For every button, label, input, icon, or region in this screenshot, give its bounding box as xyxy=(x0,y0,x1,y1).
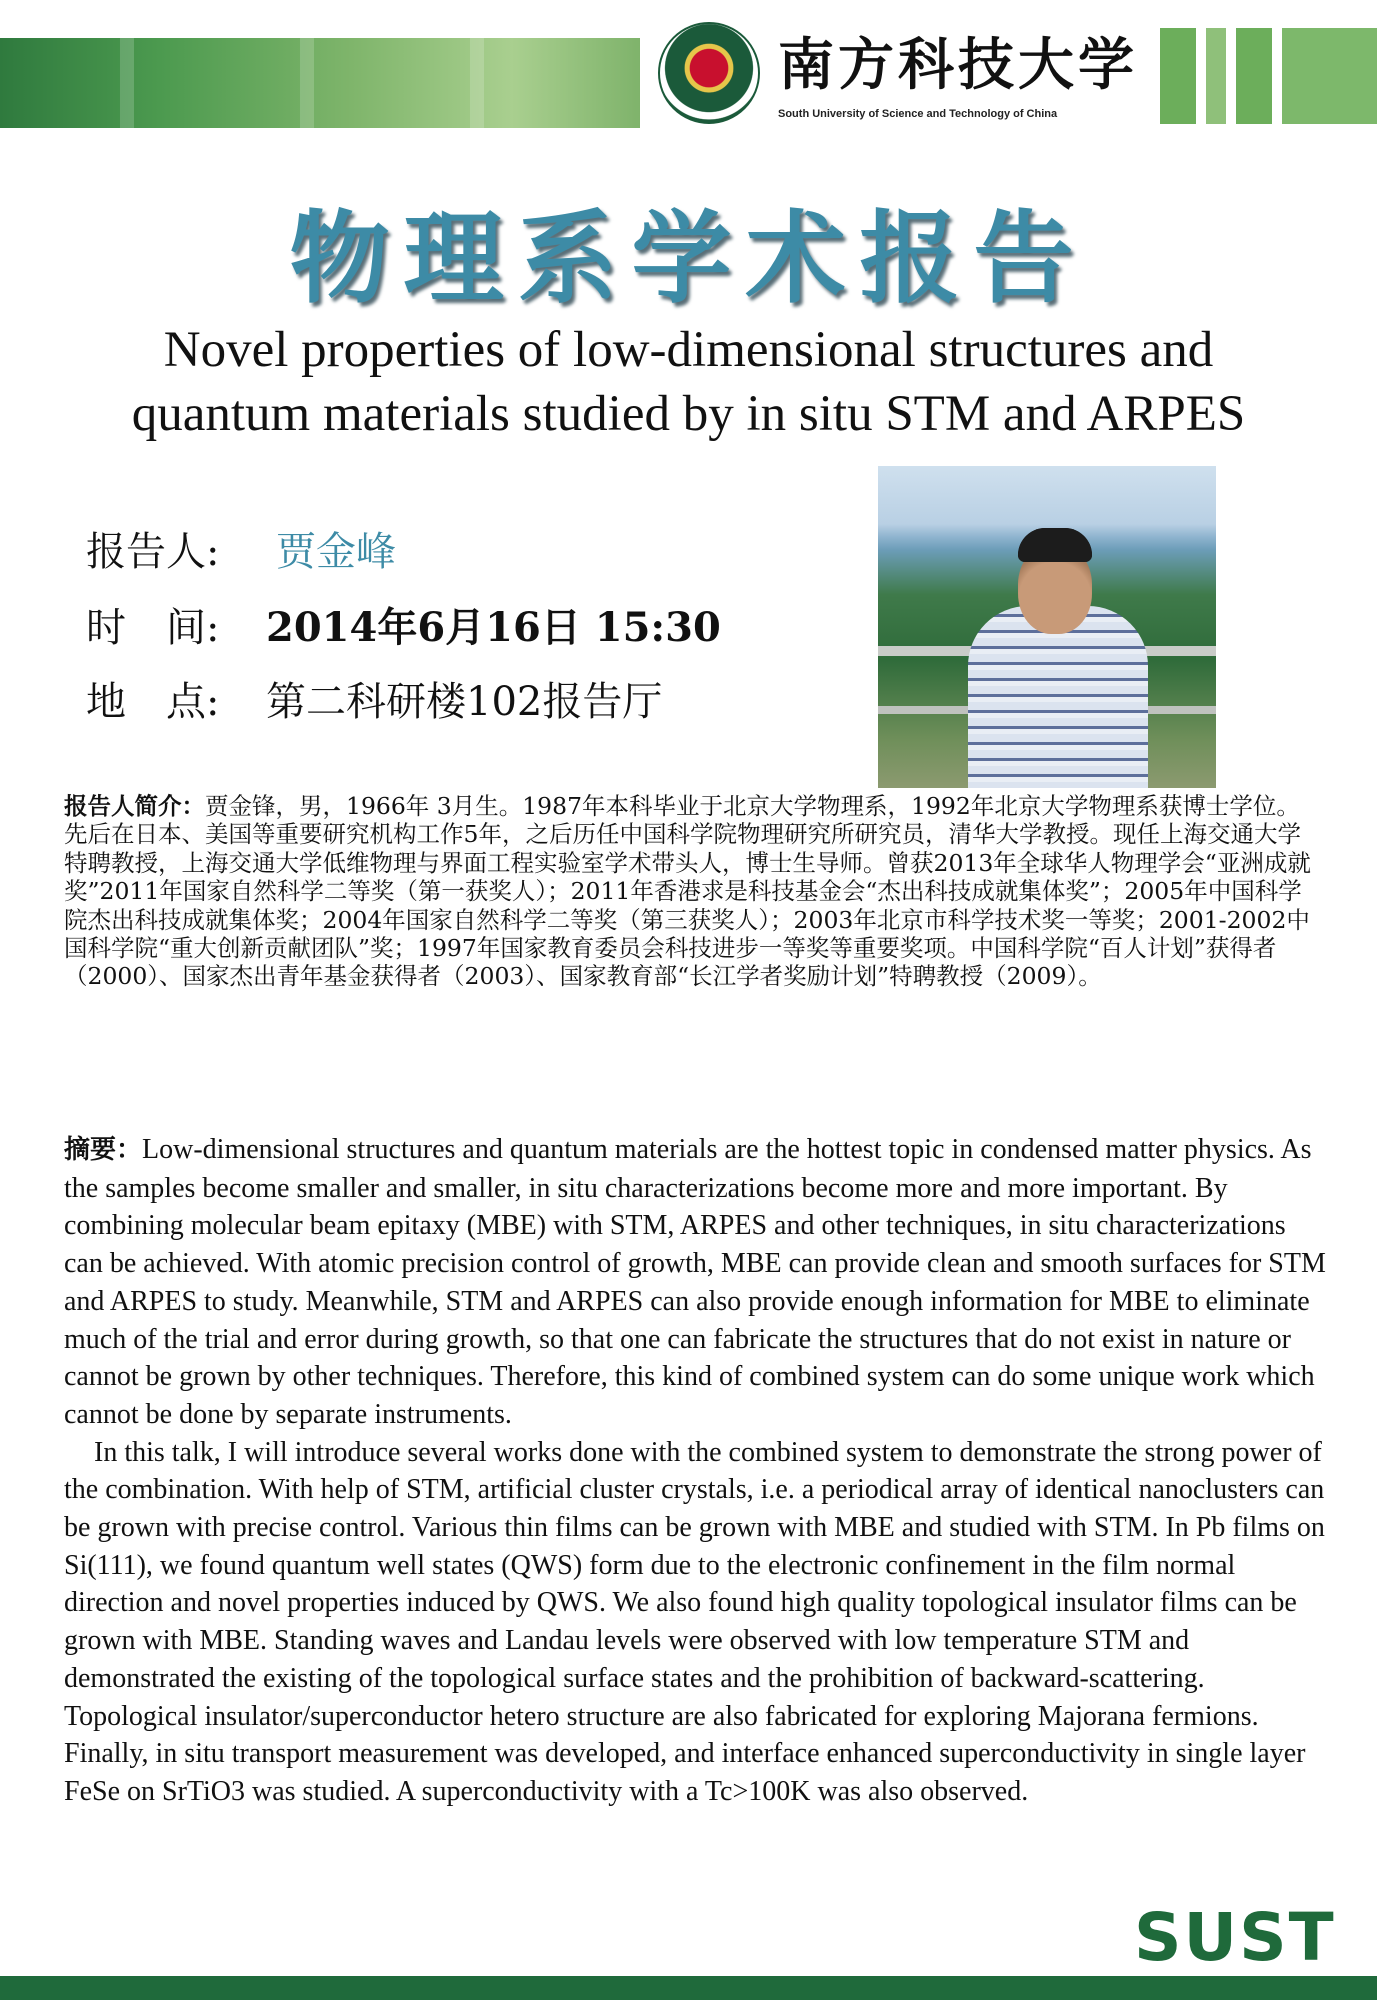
place-row xyxy=(86,670,662,727)
abstract-paragraph: In this talk, I will introduce several works done with the combined system to demonstrate the strong power of the combination. With help of STM, artificial cluster crystals, i.e. a periodical array of identical nanoclusters can be grown with precise control. Various thin films can be grown with MBE and studied with STM. In Pb films on Si(111), we found quantum well states (QWS) form due to the electronic confinement in the film normal direction and novel properties induced by QWS. We also found high quality topological insulator films can be grown with MBE. Standing waves and Landau levels were observed with low temperature STM and demonstrated the existing of the topological surface states and the prohibition of backward-scattering. Topological insulator/superconductor hetero structure are also fabricated for exploring Majorana fermions. Finally, in situ transport measurement was developed, and interface enhanced superconductivity in single layer FeSe on SrTiO3 was studied. A superconductivity with a Tc>100K was also observed. xyxy=(64,1436,1325,1807)
time-label: 时 间: xyxy=(86,605,220,651)
footer-bar xyxy=(0,1976,1377,2000)
speaker-label: 报告人: xyxy=(86,529,220,575)
abstract-text: Low-dimensional structures and quantum materials are the hottest topic in condensed matter physics. As the samples become smaller and smaller, in situ characterizations become more and more important. By combining molecular beam epitaxy (MBE) with STM, ARPES and other techniques, in situ characterizations can be achieved. With atomic precision control of growth, MBE can provide clean and smooth surfaces for STM and ARPES to study. Meanwhile, STM and ARPES can also provide enough information for MBE to eliminate much of the trial and error during growth, so that one can fabricate the structures that do not exist in nature or cannot be grown by other techniques. Therefore, this kind of combined system can do some unique work which cannot be done by separate instruments. xyxy=(64,1134,1326,1430)
university-name-en: South University of Science and Technology of China xyxy=(778,108,1058,120)
abstract-label: 摘要： xyxy=(64,1135,143,1165)
university-seal-icon xyxy=(658,22,760,124)
talk-title-line: quantum materials studied by in situ STM and ARPES xyxy=(131,386,1246,442)
abstract-paragraph xyxy=(64,1131,1326,1434)
place-value: 第二科研楼102报告厅 xyxy=(266,679,663,725)
page-title: 物理系学术报告 xyxy=(289,200,1088,317)
time-value: 2014年6月16日 15:30 xyxy=(266,604,721,651)
banner-stripe xyxy=(120,38,134,128)
time-row xyxy=(86,596,721,653)
place-label: 地 点: xyxy=(86,679,220,725)
banner-stripe xyxy=(300,38,314,128)
header-bar-right xyxy=(1206,28,1226,124)
university-name-cn: 南方科技大学 xyxy=(778,32,1138,98)
bio-label: 报告人简介： xyxy=(64,792,205,820)
header-bar-right xyxy=(1282,28,1377,124)
speaker-bio xyxy=(64,792,1322,991)
header-banner xyxy=(0,38,640,128)
speaker-name: 贾金峰 xyxy=(276,529,396,575)
talk-title-line: Novel properties of low-dimensional structures and xyxy=(163,322,1214,378)
header-bar-right xyxy=(1160,28,1196,124)
photo-person-hair xyxy=(1018,528,1092,562)
banner-stripe xyxy=(470,38,484,128)
talk-title xyxy=(40,318,1337,446)
speaker-photo xyxy=(878,466,1216,788)
header-bar-right xyxy=(1236,28,1272,124)
abstract xyxy=(64,1131,1326,1811)
speaker-row xyxy=(86,520,396,577)
sust-logo: SUST xyxy=(1134,1899,1336,1976)
bio-text: 贾金锋，男，1966年 3月生。1987年本科毕业于北京大学物理系，1992年北京大学物理系获博士学位。先后在日本、美国等重要研究机构工作5年，之后历任中国科学院物理研究所研究员，清华大学教授。现任上海交通大学特聘教授，上海交通大学低维物理与界面工程实验室学术带头人，博士生导师。曾获2013年全球华人物理学会“亚洲成就奖”2011年国家自然科学二等奖（第一获奖人）；2011年香港求是科技基金会“杰出科技成就集体奖”；2005年中国科学院杰出科技成就集体奖；2004年国家自然科学二等奖（第三获奖人）；2003年北京市科学技术奖一等奖；2001-2002中国科学院“重大创新贡献团队”奖；1997年国家教育委员会科技进步一等奖等重要奖项。中国科学院“百人计划”获得者（2000）、国家杰出青年基金获得者（2003）、国家教育部“长江学者奖励计划”特聘教授（2009）。 xyxy=(64,792,1311,991)
